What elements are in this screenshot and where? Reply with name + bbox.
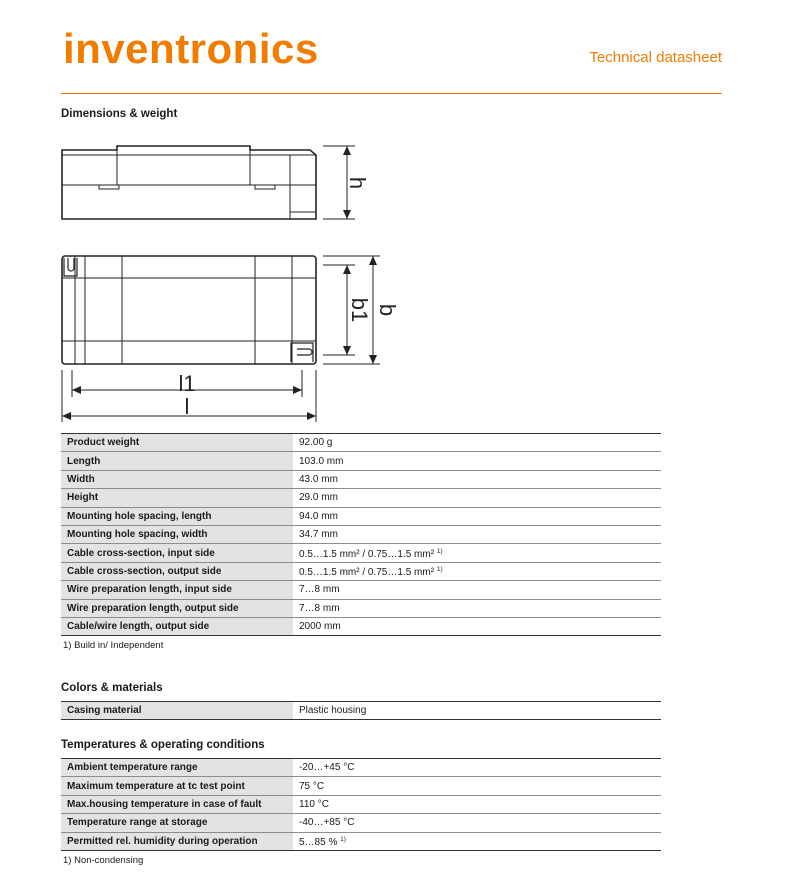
spec-value-text: 2000 mm [299, 621, 341, 633]
label-b1: b1 [347, 297, 373, 323]
table-row [61, 452, 661, 470]
spec-value-text: 7…8 mm [299, 584, 340, 596]
footnote-marker: 1) [436, 566, 443, 574]
spec-value [293, 562, 661, 580]
spec-value [293, 581, 661, 599]
spec-value-text: 43.0 mm [299, 473, 338, 485]
footnote-marker: 1) [436, 548, 443, 556]
spec-label: Cable/wire length, output side [61, 617, 293, 635]
label-b: b [375, 303, 401, 317]
spec-value [293, 617, 661, 635]
table-row [61, 617, 661, 635]
footnote-marker: 1) [340, 836, 346, 844]
spec-value [293, 777, 661, 795]
spec-value-text: 7…8 mm [299, 602, 340, 614]
table-row [61, 814, 661, 832]
spec-value-text: 75 °C [299, 780, 325, 792]
dimensions-footnote: 1) Build in/ Independent [63, 640, 164, 651]
spec-label: Wire preparation length, output side [61, 599, 293, 617]
table-row [61, 489, 661, 507]
mounting-hole-right [291, 343, 313, 362]
spec-value [293, 544, 661, 562]
spec-label: Permitted rel. humidity during operation [61, 832, 293, 850]
spec-label: Wire preparation length, input side [61, 581, 293, 599]
spec-label: Temperature range at storage [61, 814, 293, 832]
spec-value [293, 814, 661, 832]
spec-value-text: 0.5…1.5 mm² / 0.75…1.5 mm² [299, 567, 435, 579]
document-type: Technical datasheet [589, 49, 722, 66]
label-l: l [184, 394, 190, 419]
spec-value-text: 94.0 mm [299, 510, 338, 522]
spec-value [293, 452, 661, 470]
spec-label: Length [61, 452, 293, 470]
spec-value-text: Plastic housing [299, 705, 367, 717]
spec-label: Cable cross-section, input side [61, 544, 293, 562]
spec-label: Height [61, 489, 293, 507]
spec-value [293, 489, 661, 507]
temperatures-footnote: 1) Non-condensing [63, 855, 144, 866]
spec-label: Mounting hole spacing, width [61, 525, 293, 543]
spec-value [293, 795, 661, 813]
spec-label: Width [61, 470, 293, 488]
table-row [61, 777, 661, 795]
header-divider [61, 93, 722, 94]
spec-value-text: -20…+45 °C [299, 762, 355, 774]
spec-label: Max.housing temperature in case of fault [61, 795, 293, 813]
spec-value-text: 5…85 % [299, 837, 338, 849]
spec-value-text: 0.5…1.5 mm² / 0.75…1.5 mm² [299, 549, 435, 561]
spec-value [293, 832, 661, 850]
spec-value-text: 110 °C [299, 798, 329, 810]
section-title-dimensions: Dimensions & weight [61, 108, 178, 120]
spec-label: Cable cross-section, output side [61, 562, 293, 580]
table-row [61, 562, 661, 580]
dimension-drawing [55, 135, 401, 427]
top-view-outline [62, 256, 316, 364]
spec-label: Product weight [61, 434, 293, 452]
spec-value-text: 92.00 g [299, 437, 333, 449]
table-row [61, 581, 661, 599]
brand-logo: inventronics [63, 25, 319, 72]
label-h: h [345, 176, 371, 190]
spec-label: Maximum temperature at tc test point [61, 777, 293, 795]
spec-value-text: 103.0 mm [299, 455, 344, 467]
spec-value [293, 525, 661, 543]
section-title-temperatures: Temperatures & operating conditions [61, 739, 265, 751]
label-l1: l1 [178, 371, 196, 396]
table-row [61, 599, 661, 617]
spec-label: Ambient temperature range [61, 759, 293, 777]
temperatures-table [61, 758, 661, 851]
table-row [61, 832, 661, 850]
table-row [61, 525, 661, 543]
table-row [61, 759, 661, 777]
table-row [61, 434, 661, 452]
spec-value [293, 759, 661, 777]
spec-value [293, 507, 661, 525]
section-title-colors: Colors & materials [61, 682, 163, 694]
spec-value [293, 599, 661, 617]
spec-value [293, 470, 661, 488]
spec-label: Mounting hole spacing, length [61, 507, 293, 525]
spec-value-text: -40…+85 °C [299, 817, 355, 829]
spec-value-text: 29.0 mm [299, 492, 338, 504]
spec-value [293, 702, 661, 720]
side-view-outline [62, 146, 316, 219]
spec-value-text: 34.7 mm [299, 529, 338, 541]
spec-value [293, 434, 661, 452]
dimensions-table [61, 433, 661, 636]
table-row [61, 470, 661, 488]
table-row [61, 544, 661, 562]
table-row [61, 507, 661, 525]
spec-label: Casing material [61, 702, 293, 720]
table-row [61, 702, 661, 720]
table-row [61, 795, 661, 813]
colors-table [61, 701, 661, 720]
